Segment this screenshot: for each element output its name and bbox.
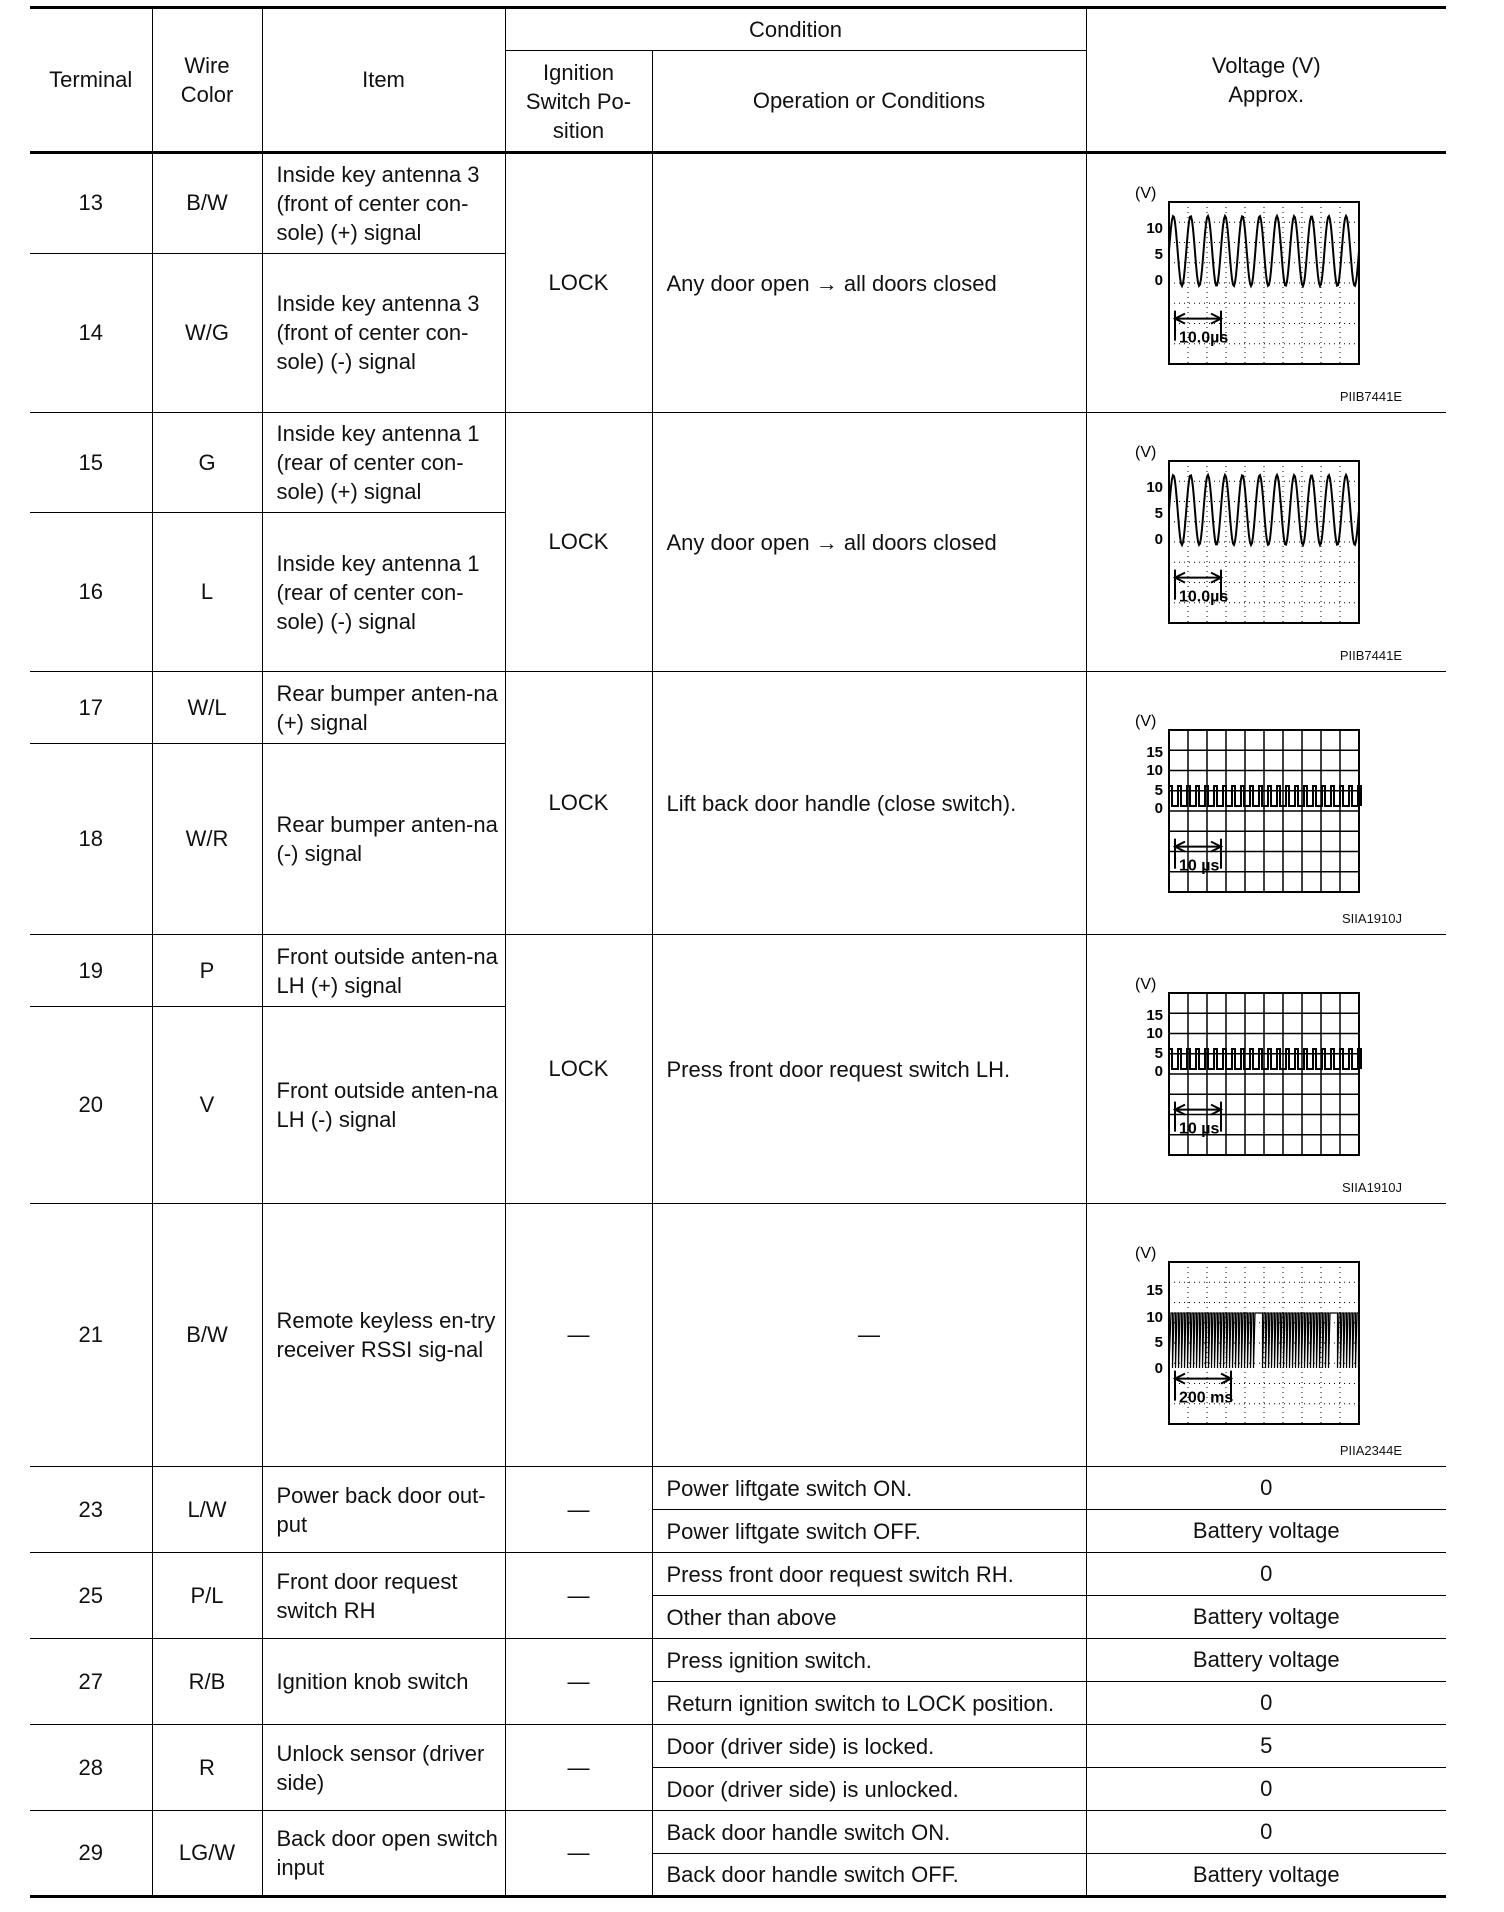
- header-operation: Operation or Conditions: [652, 51, 1086, 153]
- waveform-y-tick: 0: [1154, 800, 1163, 817]
- waveform-period-label: 10 µs: [1178, 857, 1219, 875]
- terminal-cell: 27: [30, 1639, 152, 1725]
- item-cell: Power back door out-put: [262, 1467, 505, 1553]
- wire-color-cell: P/L: [152, 1553, 262, 1639]
- wire-color-cell: W/R: [152, 744, 262, 935]
- table-row: [30, 1811, 1446, 1854]
- waveform-graph: [1129, 184, 1369, 384]
- wire-color-cell: L: [152, 513, 262, 672]
- figure-code: SIIA1910J: [1342, 911, 1403, 926]
- header-voltage: [1086, 8, 1446, 153]
- waveform-unit-label: (V): [1134, 713, 1156, 730]
- table-row: [30, 1204, 1446, 1467]
- wire-color-cell: R: [152, 1725, 262, 1811]
- operation-cell: Other than above: [652, 1596, 1086, 1639]
- waveform-graph: [1129, 1244, 1369, 1444]
- waveform-period-label: 10 µs: [1178, 1120, 1219, 1138]
- waveform-y-tick: 0: [1154, 1360, 1163, 1377]
- header-item: Item: [262, 8, 505, 153]
- wire-color-cell: B/W: [152, 1204, 262, 1467]
- figure-code: PIIA2344E: [1339, 1443, 1403, 1458]
- operation-cell: Press ignition switch.: [652, 1639, 1086, 1682]
- item-cell: Inside key antenna 1 (rear of center con-sole) (+) signal: [262, 413, 505, 513]
- operation-cell: Press front door request switch RH.: [652, 1553, 1086, 1596]
- voltage-cell: 0: [1086, 1553, 1446, 1596]
- terminal-cell: 17: [30, 672, 152, 744]
- wire-color-cell: LG/W: [152, 1811, 262, 1897]
- waveform-y-tick: 10: [1145, 220, 1163, 237]
- voltage-cell: 5: [1086, 1725, 1446, 1768]
- ignition-cell: LOCK: [505, 153, 652, 413]
- voltage-cell: 0: [1086, 1811, 1446, 1854]
- waveform-graph: [1129, 712, 1369, 912]
- wire-color-cell: L/W: [152, 1467, 262, 1553]
- terminal-cell: 25: [30, 1553, 152, 1639]
- waveform-signal: [1169, 1049, 1361, 1069]
- terminal-cell: 23: [30, 1467, 152, 1553]
- item-cell: Remote keyless en-try receiver RSSI sig-nal: [262, 1204, 505, 1467]
- terminal-cell: 16: [30, 513, 152, 672]
- operation-cell: —: [652, 1204, 1086, 1467]
- waveform-y-tick: 5: [1154, 246, 1163, 263]
- terminal-cell: 14: [30, 253, 152, 412]
- waveform-y-tick: 10: [1145, 762, 1163, 779]
- item-cell: Inside key antenna 1 (rear of center con-sole) (-) signal: [262, 513, 505, 672]
- terminal-cell: 21: [30, 1204, 152, 1467]
- header-wire-color: [152, 8, 262, 153]
- operation-cell: Back door handle switch OFF.: [652, 1854, 1086, 1897]
- waveform-unit-label: (V): [1134, 185, 1156, 202]
- table-row: [30, 1467, 1446, 1510]
- wire-color-cell: W/L: [152, 672, 262, 744]
- waveform-period-label: 200 ms: [1178, 1389, 1233, 1407]
- operation-cell: Power liftgate switch ON.: [652, 1467, 1086, 1510]
- waveform-cell: [1086, 672, 1446, 935]
- wire-color-cell: V: [152, 1007, 262, 1204]
- wire-color-cell: P: [152, 935, 262, 1007]
- ignition-cell: LOCK: [505, 935, 652, 1204]
- operation-cell: Return ignition switch to LOCK position.: [652, 1682, 1086, 1725]
- header-terminal: Terminal: [30, 8, 152, 153]
- waveform-graph: [1129, 443, 1369, 643]
- terminal-cell: 18: [30, 744, 152, 935]
- table-row: [30, 935, 1446, 1007]
- ignition-cell: —: [505, 1553, 652, 1639]
- wire-color-cell: W/G: [152, 253, 262, 412]
- waveform-unit-label: (V): [1134, 1245, 1156, 1262]
- waveform-y-tick: 5: [1154, 1334, 1163, 1351]
- operation-cell: Door (driver side) is unlocked.: [652, 1768, 1086, 1811]
- table-row: [30, 1725, 1446, 1768]
- terminal-cell: 28: [30, 1725, 152, 1811]
- waveform-y-tick: 0: [1154, 1063, 1163, 1080]
- waveform-y-tick: 15: [1145, 1282, 1163, 1299]
- waveform-y-tick: 0: [1154, 272, 1163, 289]
- ignition-cell: LOCK: [505, 672, 652, 935]
- item-cell: Inside key antenna 3 (front of center con-sole) (+) signal: [262, 153, 505, 254]
- ignition-cell: —: [505, 1639, 652, 1725]
- waveform-period-label: 10.0µs: [1178, 588, 1228, 606]
- voltage-cell: 0: [1086, 1768, 1446, 1811]
- header-voltage-text: Voltage (V) Approx.: [1211, 53, 1321, 107]
- waveform-y-tick: 15: [1145, 1007, 1163, 1024]
- operation-cell: Door (driver side) is locked.: [652, 1725, 1086, 1768]
- waveform-y-tick: 5: [1154, 782, 1163, 799]
- waveform-y-tick: 10: [1145, 479, 1163, 496]
- wire-color-cell: R/B: [152, 1639, 262, 1725]
- waveform-unit-label: (V): [1134, 976, 1156, 993]
- item-cell: Front outside anten-na LH (-) signal: [262, 1007, 505, 1204]
- operation-cell: Power liftgate switch OFF.: [652, 1510, 1086, 1553]
- voltage-cell: Battery voltage: [1086, 1639, 1446, 1682]
- waveform-unit-label: (V): [1134, 444, 1156, 461]
- waveform-y-tick: 5: [1154, 505, 1163, 522]
- table-row: [30, 1553, 1446, 1596]
- waveform-graph: [1129, 975, 1369, 1175]
- ignition-cell: —: [505, 1725, 652, 1811]
- wire-color-cell: B/W: [152, 153, 262, 254]
- voltage-cell: Battery voltage: [1086, 1854, 1446, 1897]
- voltage-cell: Battery voltage: [1086, 1596, 1446, 1639]
- waveform-period-label: 10.0µs: [1178, 329, 1228, 347]
- ignition-cell: —: [505, 1811, 652, 1897]
- table-body: [30, 153, 1446, 1897]
- operation-cell: Any door open → all doors closed: [652, 153, 1086, 413]
- waveform-signal: [1169, 1313, 1359, 1368]
- wire-color-cell: G: [152, 413, 262, 513]
- waveform-y-tick: 15: [1145, 744, 1163, 761]
- operation-cell: Back door handle switch ON.: [652, 1811, 1086, 1854]
- header-ignition-text: Ignition Switch Po- sition: [525, 59, 632, 143]
- voltage-cell: Battery voltage: [1086, 1510, 1446, 1553]
- item-cell: Front door request switch RH: [262, 1553, 505, 1639]
- figure-code: SIIA1910J: [1342, 1180, 1403, 1195]
- operation-cell: Any door open → all doors closed: [652, 413, 1086, 672]
- waveform-cell: [1086, 153, 1446, 413]
- terminal-table-page: [30, 6, 1446, 1891]
- waveform-cell: [1086, 1204, 1446, 1467]
- item-cell: Rear bumper anten-na (-) signal: [262, 744, 505, 935]
- ignition-cell: —: [505, 1467, 652, 1553]
- waveform-y-tick: 0: [1154, 531, 1163, 548]
- item-cell: Ignition knob switch: [262, 1639, 505, 1725]
- figure-code: PIIB7441E: [1339, 648, 1403, 663]
- header-condition: Condition: [505, 8, 1086, 51]
- table-row: [30, 153, 1446, 254]
- terminal-cell: 15: [30, 413, 152, 513]
- terminal-cell: 29: [30, 1811, 152, 1897]
- item-cell: Front outside anten-na LH (+) signal: [262, 935, 505, 1007]
- waveform-signal: [1169, 786, 1361, 806]
- ignition-cell: LOCK: [505, 413, 652, 672]
- item-cell: Back door open switch input: [262, 1811, 505, 1897]
- item-cell: Rear bumper anten-na (+) signal: [262, 672, 505, 744]
- waveform-cell: [1086, 413, 1446, 672]
- table-row: [30, 413, 1446, 513]
- terminal-table: [30, 6, 1446, 1898]
- item-cell: Unlock sensor (driver side): [262, 1725, 505, 1811]
- terminal-cell: 13: [30, 153, 152, 254]
- waveform-cell: [1086, 935, 1446, 1204]
- voltage-cell: 0: [1086, 1682, 1446, 1725]
- table-row: [30, 1639, 1446, 1682]
- voltage-cell: 0: [1086, 1467, 1446, 1510]
- ignition-cell: —: [505, 1204, 652, 1467]
- waveform-signal: [1169, 216, 1359, 286]
- terminal-cell: 20: [30, 1007, 152, 1204]
- waveform-y-tick: 10: [1145, 1025, 1163, 1042]
- waveform-y-tick: 10: [1145, 1309, 1163, 1326]
- item-cell: Inside key antenna 3 (front of center con-sole) (-) signal: [262, 253, 505, 412]
- table-row: [30, 672, 1446, 744]
- waveform-y-tick: 5: [1154, 1045, 1163, 1062]
- operation-cell: Lift back door handle (close switch).: [652, 672, 1086, 935]
- header-ignition: [505, 51, 652, 153]
- figure-code: PIIB7441E: [1339, 389, 1403, 404]
- terminal-cell: 19: [30, 935, 152, 1007]
- waveform-signal: [1169, 475, 1359, 545]
- operation-cell: Press front door request switch LH.: [652, 935, 1086, 1204]
- header-wire-color-text: Wire Color: [180, 53, 234, 107]
